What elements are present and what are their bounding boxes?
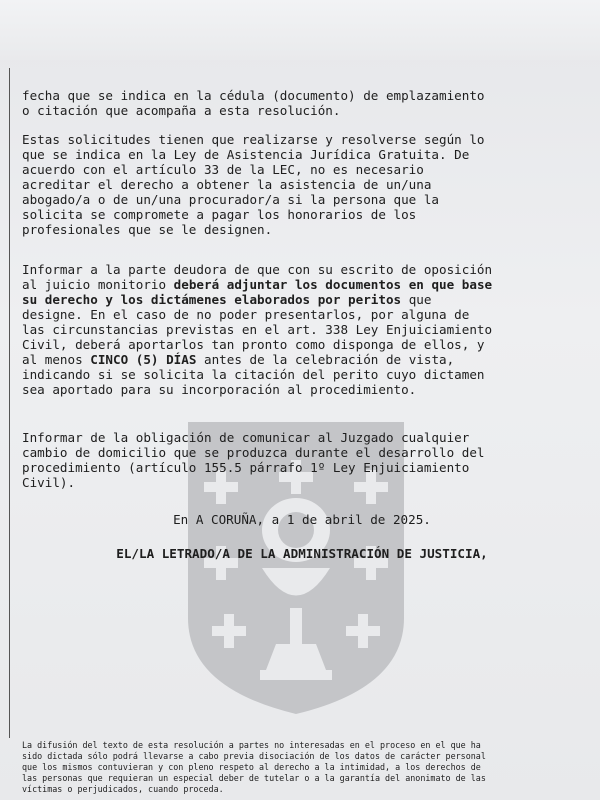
text-line: procedimiento (artículo 155.5 párrafo 1º Ley Enjuiciamiento — [22, 460, 470, 475]
text-line: solicita se compromete a pagar los honorarios de los — [22, 207, 417, 222]
place-date-text: En A CORUÑA, a 1 de abril de 2025. — [173, 512, 431, 527]
text-line: sea aportado para su incorporación al procedimiento. — [22, 382, 417, 397]
text-line: Informar a la parte deudora de que con su escrito de oposición — [22, 262, 493, 277]
bold-text-run: CINCO (5) DÍAS — [90, 352, 197, 367]
paragraph-legal-aid — [22, 132, 485, 237]
text-line: Civil, deberá aportarlos tan pronto como disponga de ellos, y — [22, 337, 485, 352]
privacy-footer — [22, 740, 582, 795]
text-line — [22, 292, 492, 307]
bold-text-run: deberá adjuntar los documentos en que base — [173, 277, 493, 292]
footer-line: sido dictada sólo podrá llevarse a cabo previa disociación de los datos de carácter personal — [22, 751, 486, 761]
text-run: antes de la celebración de vista, — [196, 352, 455, 367]
signatory-title: EL/LA LETRADO/A DE LA ADMINISTRACIÓN DE JUSTICIA, — [116, 546, 488, 561]
text-line: las circunstancias previstas en el art. 338 Ley Enjuiciamiento — [22, 322, 493, 337]
text-line: acuerdo con el artículo 33 de la LEC, no es necesario — [22, 162, 424, 177]
paragraph-summons — [22, 88, 485, 118]
footer-line: víctimas o perjudicados, cuando proceda. — [22, 784, 224, 794]
margin-rule — [9, 68, 10, 738]
place-and-date — [22, 512, 582, 527]
bold-text-run: su derecho y los dictámenes elaborados por peritos — [22, 292, 402, 307]
text-run: que — [401, 292, 432, 307]
text-line: indicando si se solicita la citación del perito cuyo dictamen — [22, 367, 485, 382]
text-line: fecha que se indica en la cédula (documento) de emplazamiento — [22, 88, 485, 103]
footer-line: que los mismos contuvieran y con pleno respeto al derecho a la intimidad, a los derechos de — [22, 762, 481, 772]
text-run: al menos — [22, 352, 91, 367]
text-line: que se indica en la Ley de Asistencia Jurídica Gratuita. De — [22, 147, 470, 162]
footer-line: las personas que requieran un especial deber de tutelar o a la garantía del anonimato de las — [22, 773, 486, 783]
text-line — [22, 277, 492, 292]
text-line — [22, 352, 492, 367]
text-line: o citación que acompaña a esta resolución. — [22, 103, 341, 118]
text-line: abogado/a o de un/una procurador/a si la persona que la — [22, 192, 440, 207]
text-line: profesionales que se le designen. — [22, 222, 273, 237]
paper-fold — [0, 0, 600, 60]
signatory-block — [22, 546, 582, 561]
text-line: designe. En el caso de no poder presentarlos, por alguna de — [22, 307, 470, 322]
text-line: Civil). — [22, 475, 76, 490]
text-line: acreditar el derecho a obtener la asistencia de un/una — [22, 177, 432, 192]
paragraph-opposition — [22, 262, 492, 397]
paragraph-domicile — [22, 430, 485, 490]
text-line: cambio de domicilio que se produzca durante el desarrollo del — [22, 445, 485, 460]
text-line: Estas solicitudes tienen que realizarse y resolverse según lo — [22, 132, 485, 147]
footer-line: La difusión del texto de esta resolución a partes no interesadas en el proceso en el que ha — [22, 740, 481, 750]
text-run: al juicio monitorio — [22, 277, 174, 292]
text-line: Informar de la obligación de comunicar al Juzgado cualquier — [22, 430, 470, 445]
